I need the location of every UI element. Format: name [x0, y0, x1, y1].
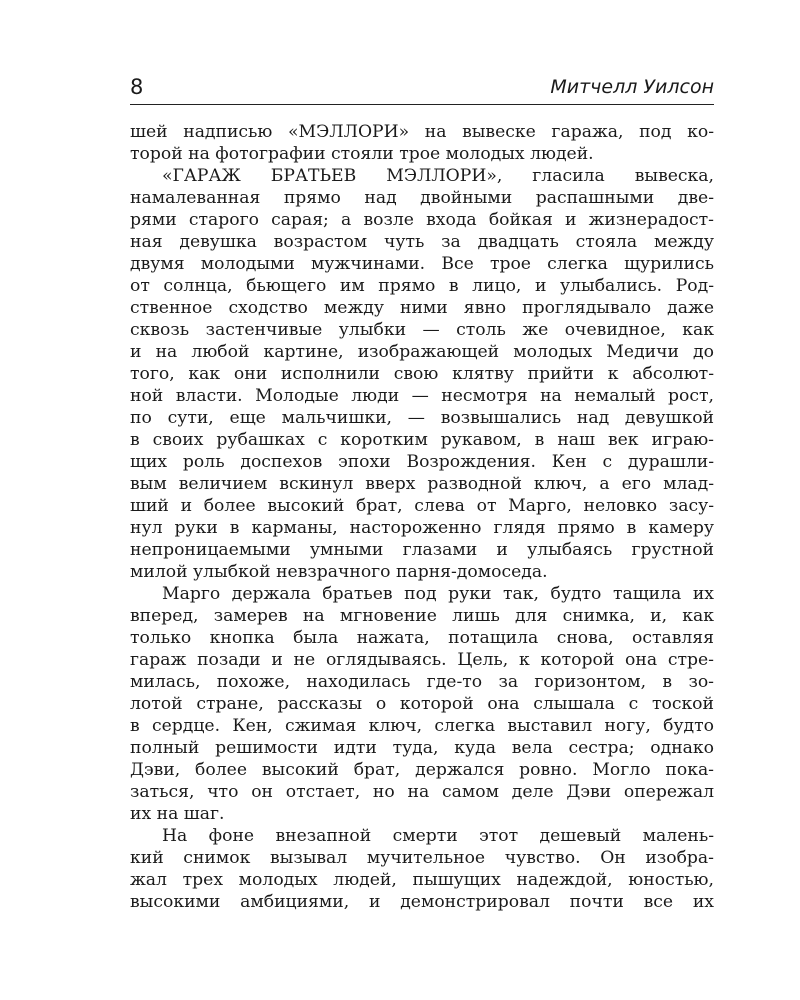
text-line: кий снимок вызывал мучительное чувство. Он изобра-	[130, 848, 714, 868]
text-line: заться, что он отстает, но на самом деле Дэви опережал	[130, 782, 714, 802]
text-line: и на любой картине, изображающей молодых Медичи до	[130, 342, 714, 362]
text-line: в сердце. Кен, сжимая ключ, слегка выставил ногу, будто	[130, 716, 714, 736]
text-line: только кнопка была нажата, потащила снова, оставляя	[130, 628, 714, 648]
text-line: лотой стране, рассказы о которой она слышала с тоской	[130, 694, 714, 714]
page-header	[130, 70, 714, 104]
text-line: Марго держала братьев под руки так, будто тащила их	[162, 584, 714, 604]
text-line: того, как они исполнили свою клятву прийти к абсолют-	[130, 364, 714, 384]
body-text	[130, 121, 714, 913]
text-line: гараж позади и не оглядываясь. Цель, к которой она стре-	[130, 650, 714, 670]
text-line: в своих рубашках с коротким рукавом, в наш век играю-	[130, 430, 714, 450]
text-line: рями старого сарая; а возле входа бойкая и жизнерадост-	[130, 210, 714, 230]
text-line: торой на фотографии стояли трое молодых людей.	[130, 144, 594, 164]
text-line: высокими амбициями, и демонстрировал почти все их	[130, 892, 714, 912]
text-line: полный решимости идти туда, куда вела сестра; однако	[130, 738, 714, 758]
text-line: шей надписью «МЭЛЛОРИ» на вывеске гаража, под ко-	[130, 122, 714, 142]
text-line: ственное сходство между ними явно проглядывало даже	[130, 298, 714, 318]
text-line: Дэви, более высокий брат, держался ровно. Могло пока-	[130, 760, 714, 780]
text-line: На фоне внезапной смерти этот дешевый малень-	[162, 826, 714, 846]
text-line: «ГАРАЖ БРАТЬЕВ МЭЛЛОРИ», гласила вывеска,	[162, 166, 714, 186]
text-line: ной власти. Молодые люди — несмотря на немалый рост,	[130, 386, 714, 406]
text-line: от солнца, бьющего им прямо в лицо, и улыбались. Род-	[130, 276, 714, 296]
text-line: сквозь застенчивые улыбки — столь же очевидное, как	[130, 320, 714, 340]
header-rule	[130, 104, 714, 105]
text-line: нул руки в карманы, настороженно глядя прямо в камеру	[130, 518, 714, 538]
text-line: непроницаемыми умными глазами и улыбаясь грустной	[130, 540, 714, 560]
text-line: по сути, еще мальчишки, — возвышались над девушкой	[130, 408, 714, 428]
text-line: их на шаг.	[130, 804, 225, 824]
text-line: вым величием вскинул вверх разводной ключ, а его млад-	[130, 474, 714, 494]
page-number: 8	[130, 75, 144, 99]
text-line: ший и более высокий брат, слева от Марго, неловко засу-	[130, 496, 714, 516]
text-line: намалеванная прямо над двойными распашными две-	[130, 188, 714, 208]
text-line: ная девушка возрастом чуть за двадцать стояла между	[130, 232, 714, 252]
running-head-author: Митчелл Уилсон	[550, 76, 714, 98]
text-line: вперед, замерев на мгновение лишь для снимка, и, как	[130, 606, 714, 626]
text-line: милась, похоже, находилась где-то за горизонтом, в зо-	[130, 672, 714, 692]
text-line: жал трех молодых людей, пышущих надеждой, юностью,	[130, 870, 714, 890]
text-line: милой улыбкой невзрачного парня-домоседа.	[130, 562, 548, 582]
text-line: щих роль доспехов эпохи Возрождения. Кен с дурашли-	[130, 452, 714, 472]
text-line: двумя молодыми мужчинами. Все трое слегка щурились	[130, 254, 714, 274]
